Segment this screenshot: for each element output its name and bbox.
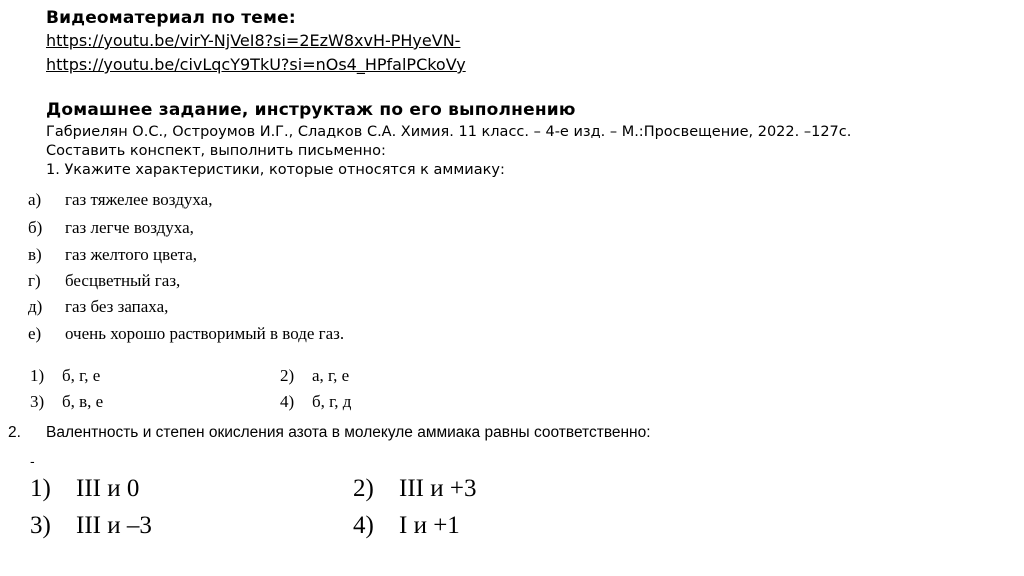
q2-answer-4: 4) I и +1 [353,512,460,539]
dash-mark: - [30,455,35,470]
q1-answer-3: 3) б, в, е [30,392,104,411]
q1-option-a: а) газ тяжелее воздуха, [28,190,213,209]
q1-answer-2: 2) а, г, е [280,366,350,385]
q1-option-d: д) газ без запаха, [28,297,169,316]
q2-answer-1: 1) III и 0 [30,475,140,502]
video-heading: Видеоматериал по теме: [46,8,296,28]
video-link-2[interactable]: https://youtu.be/civLqcY9TkU?si=nOs4_HPfalPCkoVy [46,55,466,74]
homework-heading: Домашнее задание, инструктаж по его выполнению [46,100,576,120]
q1-option-g: г) бесцветный газ, [28,271,181,290]
q2-answer-2: 2) III и +3 [353,475,477,502]
textbook-reference: Габриелян О.С., Остроумов И.Г., Сладков С.А. Химия. 11 класс. – 4-е изд. – М.:Просвещение, 2022. –127с. [46,124,852,140]
video-link-1[interactable]: https://youtu.be/virY-NjVeI8?si=2EzW8xvH-PHyeVN- [46,31,461,50]
q2-answer-3: 3) III и –3 [30,512,152,539]
q1-answer-4: 4) б, г, д [280,392,352,411]
homework-instruction: Составить конспект, выполнить письменно: [46,143,386,159]
q1-option-b: б) газ легче воздуха, [28,218,194,237]
question-2: 2. Валентность и степен окисления азота в молекуле аммиака равны соответственно: [8,424,651,441]
q1-option-v: в) газ желтого цвета, [28,245,198,264]
question-1: 1. Укажите характеристики, которые относятся к аммиаку: [46,162,505,178]
q1-option-e: е) очень хорошо растворимый в воде газ. [28,324,345,343]
q1-answer-1: 1) б, г, е [30,366,101,385]
